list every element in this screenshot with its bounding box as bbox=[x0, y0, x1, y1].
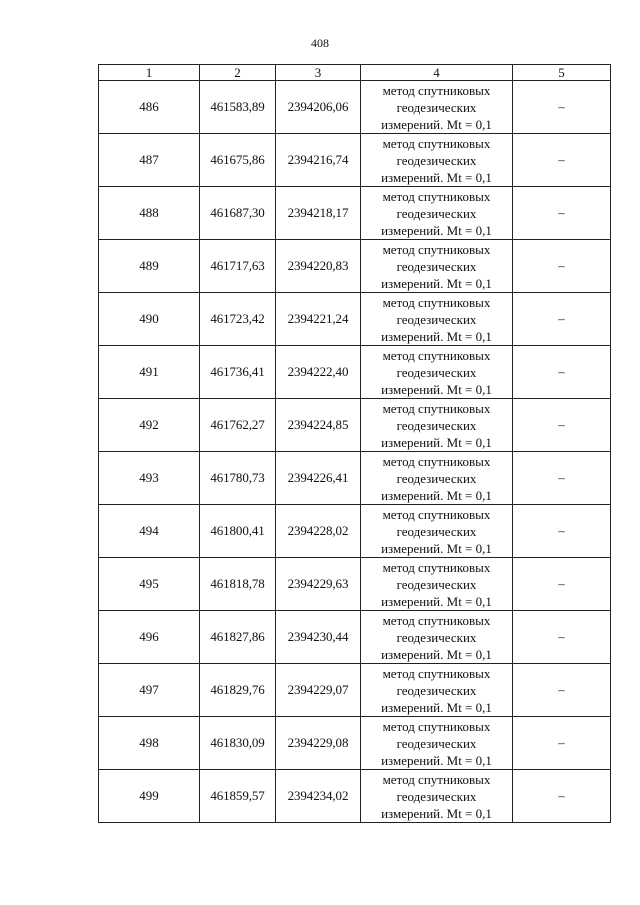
point-number-cell: 488 bbox=[99, 187, 200, 240]
method-line: геодезических bbox=[396, 523, 477, 539]
method-line: измерений. Mt = 0,1 bbox=[381, 275, 492, 291]
header-col-4: 4 bbox=[361, 65, 513, 81]
method-line: метод спутниковых bbox=[382, 506, 491, 522]
extra-cell: – bbox=[513, 240, 611, 293]
method-cell bbox=[361, 717, 513, 770]
table-row bbox=[99, 81, 611, 134]
method-line: метод спутниковых bbox=[382, 718, 491, 734]
method-line: метод спутниковых bbox=[382, 347, 491, 363]
method-line: геодезических bbox=[396, 205, 477, 221]
x-coordinate-cell: 461736,41 bbox=[200, 346, 276, 399]
table-row bbox=[99, 770, 611, 823]
method-line: измерений. Mt = 0,1 bbox=[381, 540, 492, 556]
point-number-cell: 494 bbox=[99, 505, 200, 558]
extra-cell: – bbox=[513, 558, 611, 611]
table-row bbox=[99, 664, 611, 717]
table-row bbox=[99, 717, 611, 770]
table-row bbox=[99, 558, 611, 611]
method-line: метод спутниковых bbox=[382, 294, 491, 310]
y-coordinate-cell: 2394226,41 bbox=[276, 452, 361, 505]
extra-cell: – bbox=[513, 664, 611, 717]
header-col-3: 3 bbox=[276, 65, 361, 81]
extra-cell: – bbox=[513, 134, 611, 187]
extra-cell: – bbox=[513, 717, 611, 770]
extra-cell: – bbox=[513, 81, 611, 134]
method-line: измерений. Mt = 0,1 bbox=[381, 381, 492, 397]
method-line: метод спутниковых bbox=[382, 82, 491, 98]
point-number-cell: 498 bbox=[99, 717, 200, 770]
method-line: измерений. Mt = 0,1 bbox=[381, 752, 492, 768]
point-number-cell: 490 bbox=[99, 293, 200, 346]
extra-cell: – bbox=[513, 399, 611, 452]
page-number: 408 bbox=[311, 36, 329, 50]
method-cell bbox=[361, 452, 513, 505]
method-line: геодезических bbox=[396, 470, 477, 486]
x-coordinate-cell: 461818,78 bbox=[200, 558, 276, 611]
method-line: метод спутниковых bbox=[382, 771, 491, 787]
table-row bbox=[99, 240, 611, 293]
method-line: измерений. Mt = 0,1 bbox=[381, 646, 492, 662]
y-coordinate-cell: 2394206,06 bbox=[276, 81, 361, 134]
y-coordinate-cell: 2394228,02 bbox=[276, 505, 361, 558]
x-coordinate-cell: 461829,76 bbox=[200, 664, 276, 717]
method-line: геодезических bbox=[396, 258, 477, 274]
table-row bbox=[99, 611, 611, 664]
method-line: метод спутниковых bbox=[382, 400, 491, 416]
y-coordinate-cell: 2394218,17 bbox=[276, 187, 361, 240]
extra-cell: – bbox=[513, 187, 611, 240]
method-cell bbox=[361, 770, 513, 823]
method-line: геодезических bbox=[396, 364, 477, 380]
point-number-cell: 487 bbox=[99, 134, 200, 187]
y-coordinate-cell: 2394229,08 bbox=[276, 717, 361, 770]
x-coordinate-cell: 461723,42 bbox=[200, 293, 276, 346]
method-line: метод спутниковых bbox=[382, 241, 491, 257]
method-line: измерений. Mt = 0,1 bbox=[381, 805, 492, 821]
table-row bbox=[99, 505, 611, 558]
method-cell bbox=[361, 81, 513, 134]
x-coordinate-cell: 461583,89 bbox=[200, 81, 276, 134]
x-coordinate-cell: 461830,09 bbox=[200, 717, 276, 770]
method-line: геодезических bbox=[396, 99, 477, 115]
table-row bbox=[99, 399, 611, 452]
method-line: геодезических bbox=[396, 576, 477, 592]
extra-cell: – bbox=[513, 346, 611, 399]
method-cell bbox=[361, 187, 513, 240]
y-coordinate-cell: 2394224,85 bbox=[276, 399, 361, 452]
method-cell bbox=[361, 558, 513, 611]
x-coordinate-cell: 461827,86 bbox=[200, 611, 276, 664]
method-cell bbox=[361, 134, 513, 187]
method-line: геодезических bbox=[396, 629, 477, 645]
x-coordinate-cell: 461717,63 bbox=[200, 240, 276, 293]
method-line: измерений. Mt = 0,1 bbox=[381, 328, 492, 344]
point-number-cell: 491 bbox=[99, 346, 200, 399]
point-number-cell: 497 bbox=[99, 664, 200, 717]
method-line: метод спутниковых bbox=[382, 559, 491, 575]
method-line: метод спутниковых bbox=[382, 665, 491, 681]
y-coordinate-cell: 2394229,63 bbox=[276, 558, 361, 611]
y-coordinate-cell: 2394221,24 bbox=[276, 293, 361, 346]
method-cell bbox=[361, 664, 513, 717]
point-number-cell: 496 bbox=[99, 611, 200, 664]
table-row bbox=[99, 452, 611, 505]
x-coordinate-cell: 461762,27 bbox=[200, 399, 276, 452]
method-line: метод спутниковых bbox=[382, 453, 491, 469]
method-line: измерений. Mt = 0,1 bbox=[381, 487, 492, 503]
extra-cell: – bbox=[513, 770, 611, 823]
method-line: геодезических bbox=[396, 788, 477, 804]
method-line: измерений. Mt = 0,1 bbox=[381, 116, 492, 132]
table-row bbox=[99, 187, 611, 240]
extra-cell: – bbox=[513, 293, 611, 346]
method-cell bbox=[361, 505, 513, 558]
method-line: измерений. Mt = 0,1 bbox=[381, 593, 492, 609]
y-coordinate-cell: 2394220,83 bbox=[276, 240, 361, 293]
method-line: геодезических bbox=[396, 152, 477, 168]
x-coordinate-cell: 461675,86 bbox=[200, 134, 276, 187]
header-col-2: 2 bbox=[200, 65, 276, 81]
y-coordinate-cell: 2394222,40 bbox=[276, 346, 361, 399]
extra-cell: – bbox=[513, 452, 611, 505]
x-coordinate-cell: 461687,30 bbox=[200, 187, 276, 240]
method-cell bbox=[361, 240, 513, 293]
x-coordinate-cell: 461800,41 bbox=[200, 505, 276, 558]
table-header bbox=[99, 65, 611, 81]
point-number-cell: 489 bbox=[99, 240, 200, 293]
method-line: геодезических bbox=[396, 735, 477, 751]
method-line: измерений. Mt = 0,1 bbox=[381, 434, 492, 450]
extra-cell: – bbox=[513, 505, 611, 558]
method-line: измерений. Mt = 0,1 bbox=[381, 699, 492, 715]
method-line: геодезических bbox=[396, 311, 477, 327]
y-coordinate-cell: 2394230,44 bbox=[276, 611, 361, 664]
method-cell bbox=[361, 399, 513, 452]
table-row bbox=[99, 346, 611, 399]
method-line: измерений. Mt = 0,1 bbox=[381, 169, 492, 185]
method-line: метод спутниковых bbox=[382, 135, 491, 151]
method-line: геодезических bbox=[396, 417, 477, 433]
header-col-1: 1 bbox=[99, 65, 200, 81]
method-cell bbox=[361, 346, 513, 399]
method-line: измерений. Mt = 0,1 bbox=[381, 222, 492, 238]
method-cell bbox=[361, 293, 513, 346]
method-line: метод спутниковых bbox=[382, 612, 491, 628]
point-number-cell: 486 bbox=[99, 81, 200, 134]
y-coordinate-cell: 2394229,07 bbox=[276, 664, 361, 717]
method-line: метод спутниковых bbox=[382, 188, 491, 204]
method-line: геодезических bbox=[396, 682, 477, 698]
table-row bbox=[99, 134, 611, 187]
table-row bbox=[99, 293, 611, 346]
point-number-cell: 495 bbox=[99, 558, 200, 611]
point-number-cell: 499 bbox=[99, 770, 200, 823]
extra-cell: – bbox=[513, 611, 611, 664]
x-coordinate-cell: 461780,73 bbox=[200, 452, 276, 505]
method-cell bbox=[361, 611, 513, 664]
point-number-cell: 492 bbox=[99, 399, 200, 452]
x-coordinate-cell: 461859,57 bbox=[200, 770, 276, 823]
point-number-cell: 493 bbox=[99, 452, 200, 505]
coordinates-table bbox=[98, 64, 611, 823]
table-body bbox=[99, 81, 611, 823]
header-col-5: 5 bbox=[513, 65, 611, 81]
y-coordinate-cell: 2394216,74 bbox=[276, 134, 361, 187]
y-coordinate-cell: 2394234,02 bbox=[276, 770, 361, 823]
header-row bbox=[99, 65, 611, 81]
